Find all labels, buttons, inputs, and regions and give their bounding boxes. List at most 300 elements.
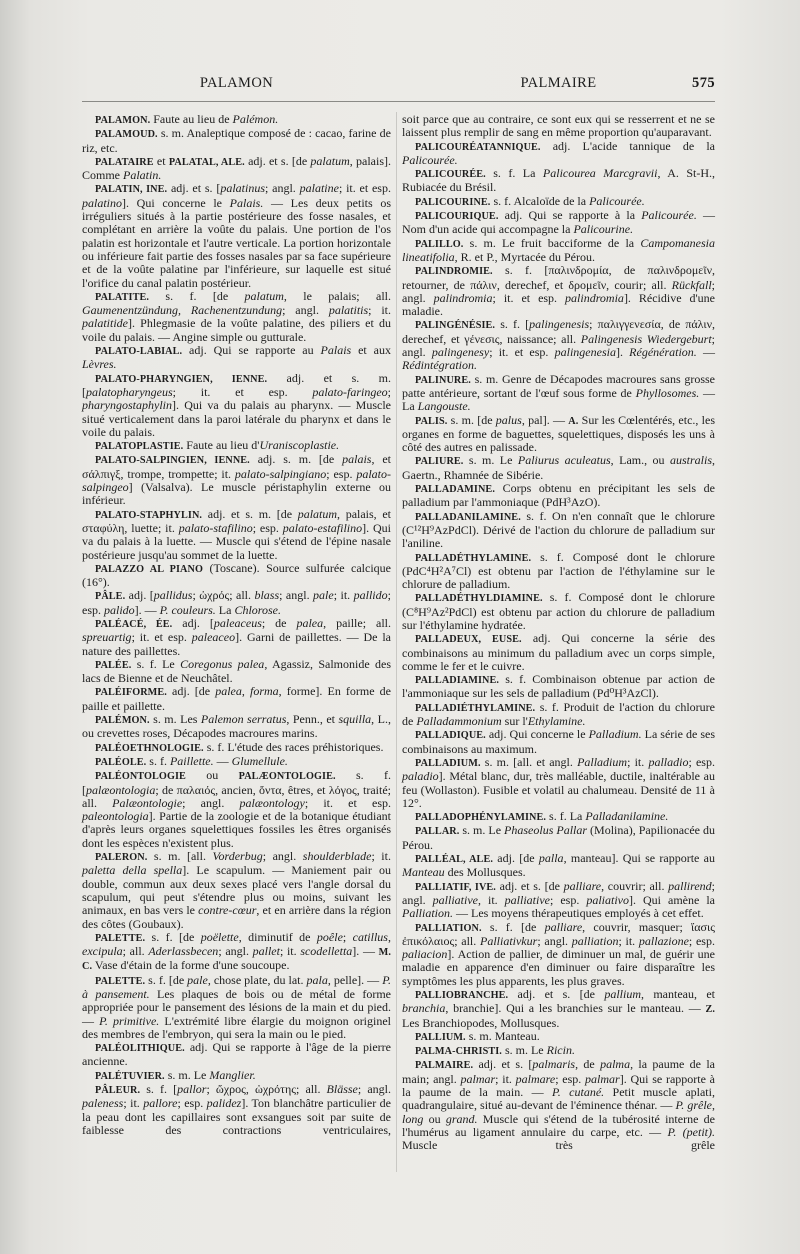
entry-text: ; esp. <box>177 1096 207 1111</box>
headword: PALLIOBRANCHE. <box>415 990 509 1001</box>
italic-term: Ricin. <box>546 1043 575 1058</box>
dictionary-entry <box>402 824 715 852</box>
dictionary-entry <box>402 551 715 592</box>
italic-term: palladio <box>648 754 689 769</box>
entry-text: s. f. [ <box>82 768 391 797</box>
entry-text: s. m. Les <box>149 712 201 727</box>
italic-term: paleness <box>82 1096 124 1111</box>
italic-term: australis <box>670 453 713 468</box>
entry-text: ; esp. <box>688 933 715 948</box>
headword: PALLADIUM. <box>415 757 481 769</box>
dictionary-entry <box>82 769 391 850</box>
dictionary-entry <box>402 510 715 551</box>
dictionary-entry <box>402 1030 715 1044</box>
headword: PALÉOLITHIQUE. <box>95 1043 185 1055</box>
dictionary-entry <box>402 209 715 237</box>
italic-term: palatitis <box>328 303 369 318</box>
headword: PALMA-CHRISTI. <box>415 1046 502 1058</box>
headword: PALICOURINE. <box>415 196 491 208</box>
italic-term: Palais <box>320 343 352 358</box>
entry-text: — Les deux petits os irréguliers situés à la partie postérieure des fosse nasales, et complétant en arrière la voûte du palais. Une portion de l'os palatin est horizontale et l'autre verticale. La portion horizontale ou inférieure fait partie des fosses nasales par sa face supérieure et de la voûte palatine par l'inférieure, sur laquelle est situé l'orifice du canal palatin postérieur. <box>82 195 391 290</box>
left-column <box>82 113 391 1137</box>
italic-term: long <box>402 1111 424 1126</box>
entry-text: , L., ou crevettes roses, Décapodes macroures marins. <box>82 712 391 741</box>
entry-text: , couvrir, masquer; ἴασις ἐπικόλαιος; all. <box>402 919 715 948</box>
italic-term: P. primitive. <box>99 1013 160 1028</box>
entry-text: ]. <box>615 345 630 360</box>
entry-text: L'extrémité libre élargie du moignon originel des membres de l'embryon, qui sera la main ou le pied. <box>82 1013 392 1041</box>
italic-term: palatitide <box>82 316 128 331</box>
headword: PALAMOUD. <box>95 129 158 141</box>
italic-term: pallet <box>252 944 280 959</box>
italic-term: palmaris <box>532 1057 576 1072</box>
entry-text: Muscle très grêle <box>402 1138 715 1153</box>
entry-text: ; angl. <box>537 933 572 948</box>
dictionary-entry <box>402 1058 715 1152</box>
entry-text: ; παλιγγενεσία, de πάλιν, derechef, et γένεσις, naissance; all. <box>402 317 715 346</box>
entry-text: , de <box>575 1057 601 1072</box>
dictionary-entry <box>402 728 715 756</box>
entry-text: adj. Qui se rapporte à la <box>498 208 642 223</box>
entry-text: ; it. et esp. <box>172 384 313 399</box>
entry-text: ]. Garni de paillettes. — De la nature des paillettes. <box>82 630 391 658</box>
headword: PALATIN, INE. <box>95 184 168 196</box>
headword: PALLÉAL, ALE. <box>415 854 493 866</box>
entry-text: adj. [de <box>493 851 539 866</box>
dictionary-entry <box>82 508 391 562</box>
italic-term: Lèvres. <box>82 357 117 372</box>
italic-term: palla <box>538 851 564 866</box>
italic-term: Coregonus palea <box>180 656 265 671</box>
entry-text: et <box>153 153 169 168</box>
entry-text: , <box>241 684 250 699</box>
italic-term: P. (petit). <box>667 1124 715 1139</box>
italic-term: Palingenesis Wiedergeburt <box>580 331 712 346</box>
entry-text: ; de <box>261 615 297 630</box>
entry-text: (Molina), Papilionacée du Pérou. <box>402 823 716 852</box>
entry-text: ; esp. <box>555 1071 586 1086</box>
entry-text: , it. <box>478 892 505 907</box>
italic-term: Palicourée. <box>641 208 697 223</box>
italic-term: paliacion <box>402 947 448 962</box>
italic-term: paliativo <box>586 892 630 907</box>
entry-text: ; angl. <box>357 1082 391 1097</box>
headword: PALÉE. <box>95 659 132 671</box>
entry-text: , couvrir; all. <box>601 878 669 893</box>
entry-text: s. f. L'étude des races préhistoriques. <box>203 739 384 754</box>
headword: PALLIATIF, IVE. <box>415 881 496 893</box>
entry-text: adj. et s. [ <box>473 1057 533 1072</box>
italic-term: Chlorose. <box>234 602 281 617</box>
entry-text: ; it. et esp. <box>338 181 391 196</box>
headword: PALLAR. <box>415 826 460 838</box>
dictionary-entry <box>82 344 391 372</box>
bold-text: M. C. <box>82 947 391 973</box>
entry-text: adj. Qui concerne la série des combinaisons au minimum du palladium avec un corps simple, comme le fer et le cuivre. <box>402 631 715 673</box>
entry-text: ] (Valsalva). Le muscle péristaphylin externe ou inférieur. <box>82 480 391 508</box>
entry-text: adj. Qui concerne le <box>485 727 589 742</box>
entry-text: s. f. <box>146 753 170 768</box>
entry-text: adj. [ <box>125 588 154 603</box>
italic-term: paladio <box>402 769 439 784</box>
entry-text: ; it. et esp. <box>492 290 566 305</box>
headword: PALLADANILAMINE. <box>415 511 521 523</box>
headword: PALICOURÉE. <box>415 169 486 181</box>
italic-term: palindromia <box>433 290 493 305</box>
italic-term: pallor <box>177 1082 207 1097</box>
italic-term: pallirend <box>668 878 712 893</box>
entry-text: , Lam., ou <box>610 453 670 468</box>
entry-text: adj. Qui se rapporte à l'âge de la pierre ancienne. <box>82 1040 391 1069</box>
dictionary-entry <box>82 974 391 1041</box>
entry-text: , paille; all. <box>323 615 391 630</box>
italic-term: poêle <box>316 929 343 944</box>
dictionary-entry <box>402 373 715 414</box>
headword: PALLADÉTHYLAMINE. <box>415 552 532 564</box>
entry-text: ; it. et esp. <box>489 345 555 360</box>
entry-text: , la paume de la main; angl. <box>402 1057 715 1086</box>
dictionary-entry <box>402 454 715 482</box>
italic-term: Palliativkur <box>479 933 538 948</box>
entry-text: s. m. [de <box>447 412 496 427</box>
entry-text: , Gaertn., Rhamnée de Sibérie. <box>402 453 716 482</box>
italic-term: palingenesis <box>529 317 590 332</box>
entry-text: , manteau]. Qui se rapporte au <box>563 851 716 866</box>
entry-text: , Penn., et <box>286 712 339 727</box>
italic-term: palato-stafilino <box>178 520 253 535</box>
entry-text: ]. Phlegmasie de la voûte palatine, des piliers et du voile du palais. — Angine simple ou gutturale. <box>82 316 391 344</box>
entry-text: s. f. Composé dont le chlorure (PdC⁴H²A⁷Cl) est obtenu par l'action de l'éthylamine sur le chlorure de palladium. <box>402 549 715 592</box>
dictionary-entry <box>402 701 715 729</box>
italic-term: palliative <box>432 892 478 907</box>
entry-text: s. m. Le <box>463 453 518 468</box>
entry-text: ; angl. <box>279 588 314 603</box>
entry-text: ]. Qui va du palais au pharynx. — Muscle situé verticalement dans la paroi latérale du pharynx et dans le voile du palais. <box>82 398 391 439</box>
italic-term: pallido <box>353 588 388 603</box>
headword: PALINURE. <box>415 374 471 386</box>
italic-term: Palladanilamine. <box>585 809 669 824</box>
dictionary-entry <box>402 810 715 824</box>
italic-term: Palicourine. <box>573 222 634 237</box>
italic-term: Palladium. <box>588 727 642 742</box>
italic-term: palatino <box>82 195 123 210</box>
entry-text: , <box>387 929 391 944</box>
dictionary-entry <box>82 1069 391 1083</box>
italic-term: palmar <box>460 1071 496 1086</box>
entry-text: Vase d'étain de la forme d'une soucoupe. <box>92 958 290 973</box>
italic-term: Gaumenentzündung, Rachenentzundung <box>82 303 283 318</box>
entry-text: ; de παλαιός, ancien, ὄντα, êtres, et λόγος, traité; all. <box>82 782 391 810</box>
entry-text: ; <box>387 384 391 399</box>
entry-text: ; it. <box>123 1096 144 1111</box>
bold-text: PALATAL, ALE. <box>168 156 245 168</box>
headword: PALILLO. <box>415 238 464 250</box>
entry-text: ]. Récidive d'une maladie. <box>402 290 715 319</box>
italic-term: Palladium <box>577 754 628 769</box>
entry-text: Les Branchiopodes, Mollusques. <box>402 1015 560 1030</box>
entry-text: ; all. <box>122 944 149 959</box>
entry-text: s. m. Le <box>501 1043 547 1058</box>
bold-text: PALÆONTOLOGIE. <box>238 771 336 783</box>
headword: PALÉACÉ, ÉE. <box>95 618 173 630</box>
italic-term: palatum <box>297 506 338 521</box>
italic-term: pallore <box>143 1096 178 1111</box>
entry-text: ]. Action de pallier, de diminuer un mal, de guérir une maladie en apparence d'en diminuer ou faire disparaître les symptômes les plus apparents, les plus graves. <box>402 947 715 988</box>
entry-text: ]. Partie de la zoologie et de la botanique étudiant d'après leurs organes squelettiques fossiles les êtres organisés dont les espèces n'existent plus. <box>82 809 391 850</box>
italic-term: Paliurus aculeatus <box>517 453 611 468</box>
dictionary-entry <box>82 1041 391 1069</box>
entry-text: adj. et s. m. [de <box>202 506 298 521</box>
dictionary-entry <box>82 372 391 439</box>
entry-text: ; angl. <box>402 277 715 305</box>
entry-text: ; angl. <box>402 878 716 907</box>
italic-term: Régénération. <box>629 345 697 360</box>
entry-text: ; <box>342 929 353 944</box>
dictionary-entry <box>82 182 391 289</box>
entry-text: s. f. [de <box>149 288 245 303</box>
italic-term: palatum <box>310 153 350 168</box>
italic-term: palea <box>215 684 242 699</box>
entry-text: , <box>711 1098 715 1113</box>
headword: PALETTE. <box>95 975 146 987</box>
dictionary-entry <box>402 113 715 140</box>
italic-term: Palliation. <box>402 906 453 921</box>
italic-term: palato-faringeo <box>312 384 388 399</box>
entry-text: ; esp. <box>550 892 587 907</box>
entry-text: s. f. [ <box>140 1082 178 1097</box>
headword: PALATO-SALPINGIEN, IENNE. <box>95 455 250 467</box>
headword: PALLADIQUE. <box>415 730 486 742</box>
headword: PALICOURIQUE. <box>415 211 499 223</box>
entry-text: ; it. <box>495 1071 516 1086</box>
italic-term: Phyllosomes. <box>635 385 700 400</box>
entry-text: , forme]. En forme de paille et paillette. <box>82 684 391 713</box>
italic-term: palido <box>104 602 135 617</box>
italic-term: grand. <box>445 1111 478 1126</box>
headword: PÂLEUR. <box>95 1085 141 1097</box>
headword: PALLADÉTHYLDIAMINE. <box>415 593 543 605</box>
italic-term: palato-salpingiano <box>234 466 327 481</box>
italic-term: palatinus <box>220 181 266 196</box>
entry-text: ou <box>423 1111 446 1126</box>
entry-text: adj. [ <box>172 615 214 630</box>
header-rule <box>82 101 715 102</box>
italic-term: pale <box>313 588 334 603</box>
entry-text: , R. et P., Myrtacée du Pérou. <box>454 249 595 264</box>
italic-term: paletta della spella <box>82 863 183 878</box>
italic-term: palma <box>600 1057 631 1072</box>
entry-text: des Mollusques. <box>444 865 526 880</box>
page-number: 575 <box>692 75 715 91</box>
entry-text: ; ὠχρός; all. <box>192 588 255 603</box>
dictionary-entry <box>82 453 391 507</box>
entry-text: ]. — <box>134 602 160 617</box>
entry-text: ; angl. <box>182 795 240 810</box>
headword: PALÉONTOLOGIE <box>95 771 186 783</box>
headword: PALÉIFORME. <box>95 687 167 699</box>
italic-term: pharyngostaphylin <box>82 398 172 413</box>
italic-term: Palemon serratus <box>200 712 287 727</box>
entry-text: adj. Qui se rapporte au <box>182 343 321 358</box>
entry-text: adj. L'acide tannique de la <box>540 138 715 153</box>
italic-term: Palæontologie <box>112 795 183 810</box>
dictionary-entry <box>82 589 391 617</box>
dictionary-entry <box>402 318 715 372</box>
italic-term: forma <box>249 684 279 699</box>
italic-term: Campomanesia lineatifolia <box>402 235 715 264</box>
entry-text: Sur les Cœlentérés, etc., les organes en forme de baguettes, squelettiques, disposés les uns à côté des autres en palissade. <box>402 412 715 455</box>
entry-text: ; esp. <box>82 588 391 617</box>
italic-term: Rédintégration. <box>402 358 477 373</box>
entry-text: ; angl. <box>402 331 715 360</box>
headword: PALICOURÉATANNIQUE. <box>415 141 541 153</box>
entry-text: Muscle qui s'étend de la tubérosité interne de l'humérus au ligament annulaire du carpe, etc. — <box>402 1111 715 1139</box>
entry-text: ; it. <box>368 303 391 318</box>
headword: PALLADIÉTHYLAMINE. <box>415 702 536 714</box>
entry-text: sur l' <box>501 714 528 729</box>
entry-text: s. f. [de <box>481 919 545 934</box>
italic-term: blass <box>254 588 280 603</box>
entry-text: , chose plate, du lat. <box>207 972 307 987</box>
entry-text: s. m. Manteau. <box>465 1028 540 1043</box>
entry-text: ; it. <box>333 588 354 603</box>
headword: PALAMON. <box>95 115 151 126</box>
italic-term: palea <box>296 615 324 630</box>
italic-term: P. cutané. <box>551 1085 605 1100</box>
italic-term: Blässe <box>326 1082 358 1097</box>
entry-text: La série de ses combinaisons au maximum. <box>402 727 715 756</box>
headword: PALATO-LABIAL. <box>95 346 183 358</box>
italic-term: Langouste. <box>417 399 471 414</box>
header-left-guide-word: PALAMON <box>199 75 274 91</box>
italic-term: Palais. <box>229 195 264 210</box>
entry-text: ; it. <box>618 933 639 948</box>
italic-term: Palladammonium <box>416 714 502 729</box>
dictionary-entry <box>82 290 391 344</box>
entry-text: Corps obtenu en précipitant les sels de palladium par l'ammoniaque (PdH³AzO). <box>402 481 715 510</box>
italic-term: palliare <box>563 878 602 893</box>
entry-text: ; angl. <box>265 181 300 196</box>
running-header <box>82 73 715 93</box>
dictionary-entry <box>82 685 391 713</box>
italic-term: Palicourea Marcgravii <box>542 166 658 181</box>
italic-term: shoulderblade <box>302 849 372 864</box>
italic-term: pallium <box>604 987 641 1001</box>
dictionary-entry <box>82 617 391 658</box>
italic-term: Vorderbug <box>212 849 263 864</box>
dictionary-entry <box>402 237 715 265</box>
entry-text: , et σάλπιγξ, trompe, trompette; it. <box>82 452 391 481</box>
entry-text: — <box>696 345 716 360</box>
dictionary-entry <box>402 167 715 195</box>
entry-text: s. m. Genre de Décapodes macroures sans grosse patte antérieure, sortant de l'œuf sous forme de <box>402 371 715 400</box>
headword: PALÉOLE. <box>95 756 147 768</box>
italic-term: excipula <box>82 944 123 959</box>
entry-text: s. f. La <box>485 166 543 181</box>
italic-term: Manteau <box>402 865 445 880</box>
headword: PALLIATION. <box>415 922 482 934</box>
entry-text: adj. et s. [ <box>167 181 221 196</box>
italic-term: Palicourée. <box>402 152 458 167</box>
entry-text: ]. Qui concerne le <box>122 195 230 210</box>
italic-term: palliation <box>571 933 619 948</box>
italic-term: Palémon. <box>232 112 279 126</box>
entry-text: s. f. [de <box>145 929 201 944</box>
headword: PALIURE. <box>415 456 464 468</box>
italic-term: catillus <box>352 929 388 944</box>
entry-text: ou <box>185 768 239 783</box>
dictionary-entry <box>402 921 715 988</box>
italic-term: palais <box>342 452 372 467</box>
dictionary-entry <box>82 755 391 769</box>
headword: PALÉTUVIER. <box>95 1070 165 1082</box>
headword: PALATAIRE <box>95 156 154 168</box>
entry-text: — <box>213 753 232 768</box>
dictionary-entry <box>402 414 715 455</box>
italic-term: Manglier. <box>209 1067 256 1082</box>
italic-term: palingenesia <box>554 345 616 360</box>
dictionary-entry <box>402 673 715 701</box>
italic-term: pala <box>306 972 328 987</box>
italic-term: spreuartig <box>82 630 132 645</box>
italic-term: branchia <box>402 1001 446 1016</box>
italic-term: paleaceus <box>213 615 262 630</box>
italic-term: palliare <box>544 919 583 934</box>
dictionary-entry <box>82 850 391 931</box>
italic-term: Ethylamine. <box>527 714 586 729</box>
italic-term: palatum <box>244 288 284 303</box>
entry-text: ; angl. <box>218 944 253 959</box>
italic-term: palidez <box>206 1096 242 1111</box>
italic-term: palatopharyngeus <box>86 384 173 399</box>
dictionary-entry <box>82 127 391 155</box>
column-divider <box>396 112 397 1172</box>
italic-term: palato-estafilino <box>282 520 363 535</box>
dictionary-entry <box>82 713 391 741</box>
italic-term: P. grêle <box>675 1098 712 1113</box>
dictionary-entry <box>82 155 391 183</box>
dictionary-entry <box>402 632 715 673</box>
dictionary-entry <box>82 562 391 590</box>
entry-text: s. f. La <box>546 809 586 824</box>
italic-term: Palatin. <box>123 168 162 183</box>
italic-term: squilla <box>338 712 372 727</box>
italic-term: P. couleurs. <box>159 602 216 617</box>
entry-text: adj. s. m. [de <box>249 452 343 467</box>
entry-text: ]. Ton blanchâtre particulier de la peau dont les capillaires sont exsangues soit par suite de faiblesse des contractions ventriculaires, <box>82 1096 391 1137</box>
entry-text: — Nom d'un acide qui accompagne la <box>402 208 715 237</box>
entry-text: Les plaques de bois ou de métal de forme appropriée pour le pansement des lésions de la main et du pied. — <box>82 987 391 1028</box>
entry-text: , A. St-H., Rubiacée du Brésil. <box>402 166 715 195</box>
headword: PALLIUM. <box>415 1031 466 1043</box>
entry-text: s. f. [παλινδρομία, de παλινδρομεῖν, retourner, de πάλιν, derechef, et δρομεῖν, courir; all. <box>402 263 715 292</box>
dictionary-entry <box>402 264 715 318</box>
dictionary-entry <box>402 591 715 632</box>
italic-term: scodelletta <box>300 944 353 959</box>
entry-text: adj. et s. [de <box>508 987 605 1001</box>
entry-text: s. m. [all. <box>147 849 213 864</box>
entry-text: s. f. [de <box>145 972 188 987</box>
bold-text: Z. <box>705 1004 715 1016</box>
headword: PALINGÉNÉSIE. <box>415 320 496 332</box>
italic-term: Paillette. <box>169 753 214 768</box>
entry-text: s. m. [all. et angl. <box>480 754 578 769</box>
italic-term: poëlette <box>200 929 239 944</box>
entry-text: — Les moyens thérapeutiques employés à cet effet. <box>453 906 704 921</box>
entry-text: ; esp. <box>252 520 283 535</box>
entry-text: , pelle]. — <box>327 972 383 987</box>
headword: PALIS. <box>415 415 448 427</box>
